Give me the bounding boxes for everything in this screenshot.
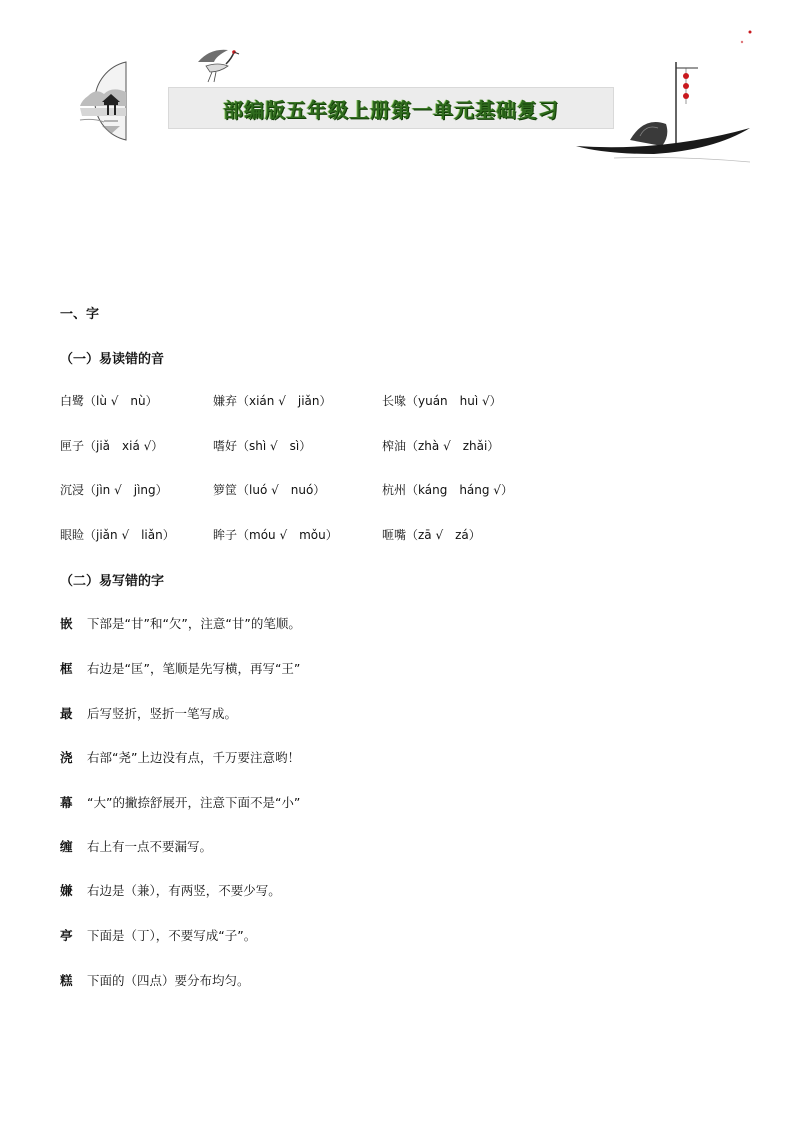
tip-character: 嫌: [60, 883, 73, 898]
page-title: 部编版五年级上册第一单元基础复习: [223, 97, 559, 122]
crane-icon: [194, 44, 240, 84]
pronunciation-item: 长喙（yuán huì √）: [382, 394, 502, 408]
pronunciation-item: 匣子（jiǎ xiá √）: [60, 439, 164, 453]
writing-tip-row: [60, 614, 301, 634]
pronunciation-item: 咂嘴（zā √ zá）: [382, 528, 481, 542]
pronunciation-item: 箩筐（luó √ nuó）: [213, 483, 326, 497]
tip-note: 下面是（丁），不要写成“子”。: [87, 928, 257, 943]
pronunciation-item: 杭州（káng háng √）: [382, 483, 513, 497]
writing-tip-row: [60, 748, 300, 768]
pronunciation-item: 眸子（móu √ mǒu）: [213, 528, 338, 542]
tip-character: 浇: [60, 750, 73, 765]
tip-note: 右边是“匡”，笔顺是先写横，再写“王”: [87, 661, 301, 676]
tip-note: 下部是“甘”和“欠”，注意“甘”的笔顺。: [87, 616, 301, 631]
tip-character: 亭: [60, 928, 73, 943]
pronunciation-item: 嗜好（shì √ sì）: [213, 439, 312, 453]
writing-tip-row: [60, 881, 281, 901]
boat-icon: [574, 28, 754, 168]
title-banner: [168, 87, 614, 129]
tip-note: 右边是（兼），有两竖，不要少写。: [87, 883, 281, 898]
pavilion-landscape-icon: [74, 60, 130, 142]
section-heading-characters: 一、字: [60, 307, 100, 322]
writing-tip-row: [60, 793, 300, 813]
writing-tip-row: [60, 704, 237, 724]
pronunciation-item: 榨油（zhà √ zhǎi）: [382, 439, 500, 453]
writing-tip-row: [60, 971, 250, 991]
tip-note: “大”的撇捺舒展开，注意下面不是“小”: [87, 795, 301, 810]
tip-character: 嵌: [60, 616, 73, 631]
tip-note: 右部“尧”上边没有点，千万要注意哟！: [87, 750, 300, 765]
tip-note: 后写竖折，竖折一笔写成。: [87, 706, 238, 721]
subsection-heading-writing: （二）易写错的字: [60, 574, 165, 589]
pronunciation-item: 白鹭（lù √ nù）: [60, 394, 158, 408]
pronunciation-item: 沉浸（jìn √ jìng）: [60, 483, 168, 497]
writing-tip-row: [60, 926, 256, 946]
tip-note: 下面的（四点）要分布均匀。: [87, 973, 250, 988]
tip-character: 最: [60, 706, 73, 721]
tip-character: 缠: [60, 839, 73, 854]
pronunciation-item: 眼睑（jiǎn √ liǎn）: [60, 528, 175, 542]
writing-tip-row: [60, 837, 212, 857]
tip-character: 糕: [60, 973, 73, 988]
subsection-heading-pronunciation: （一）易读错的音: [60, 352, 165, 367]
writing-tip-row: [60, 659, 300, 679]
tip-note: 右上有一点不要漏写。: [87, 839, 213, 854]
pronunciation-item: 嫌弃（xián √ jiǎn）: [213, 394, 332, 408]
tip-character: 框: [60, 661, 73, 676]
tip-character: 幕: [60, 795, 73, 810]
